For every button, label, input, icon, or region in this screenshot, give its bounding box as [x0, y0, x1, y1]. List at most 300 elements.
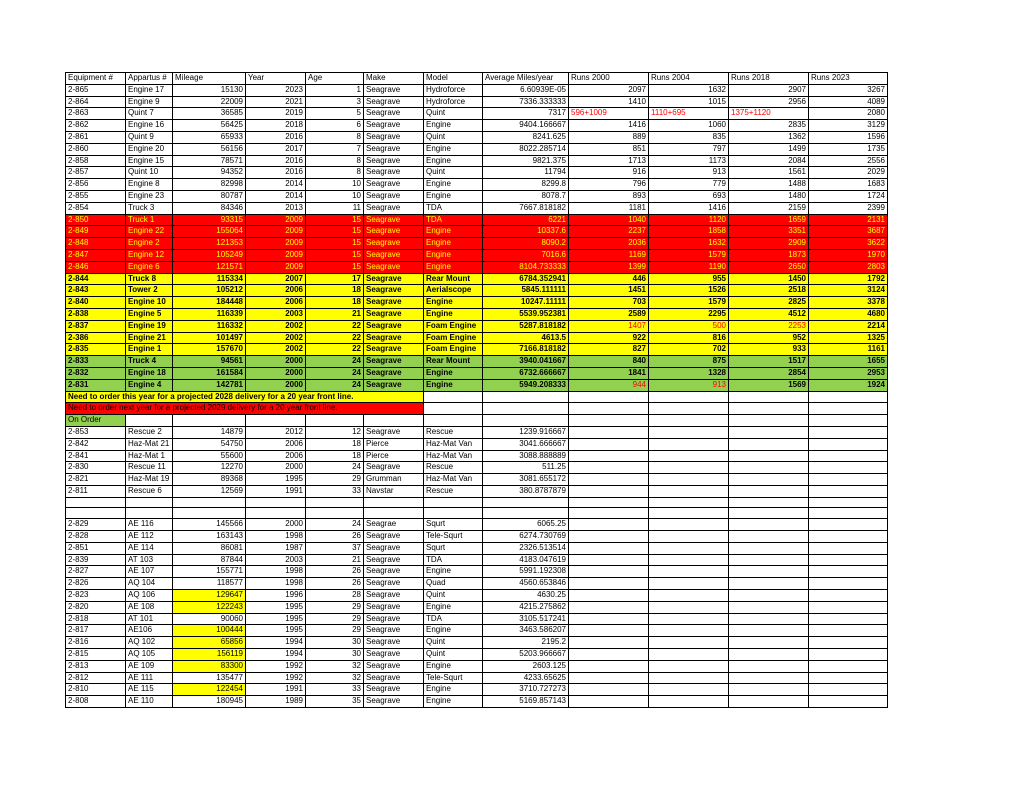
- table-cell[interactable]: Quint: [424, 167, 483, 179]
- table-cell[interactable]: 2009: [246, 214, 306, 226]
- table-cell[interactable]: [809, 403, 888, 415]
- table-cell[interactable]: 15: [306, 214, 364, 226]
- table-cell[interactable]: AE 107: [126, 566, 173, 578]
- table-cell[interactable]: 5287.818182: [483, 320, 569, 332]
- table-cell[interactable]: 1362: [729, 131, 809, 143]
- table-cell[interactable]: Seagrave: [364, 249, 424, 261]
- table-cell[interactable]: 94352: [173, 167, 246, 179]
- table-cell[interactable]: 29: [306, 474, 364, 486]
- table-cell[interactable]: 2000: [246, 379, 306, 391]
- table-cell[interactable]: AE 112: [126, 531, 173, 543]
- table-cell[interactable]: Seagrae: [364, 519, 424, 531]
- table-cell[interactable]: AE 109: [126, 660, 173, 672]
- table-cell[interactable]: Seagrave: [364, 190, 424, 202]
- table-cell[interactable]: 24: [306, 462, 364, 474]
- table-cell[interactable]: 1325: [809, 332, 888, 344]
- table-cell[interactable]: Haz-Mat 21: [126, 438, 173, 450]
- table-cell[interactable]: 2097: [569, 84, 649, 96]
- table-cell[interactable]: 2009: [246, 261, 306, 273]
- table-cell[interactable]: 1190: [649, 261, 729, 273]
- table-cell[interactable]: Seagrave: [364, 332, 424, 344]
- table-cell[interactable]: [569, 508, 649, 519]
- table-cell[interactable]: 913: [649, 167, 729, 179]
- table-cell[interactable]: 24: [306, 379, 364, 391]
- table-cell[interactable]: 2017: [246, 143, 306, 155]
- table-cell[interactable]: Seagrave: [364, 649, 424, 661]
- table-cell[interactable]: 2000: [246, 519, 306, 531]
- table-cell[interactable]: [483, 403, 569, 415]
- table-cell[interactable]: [569, 601, 649, 613]
- table-cell[interactable]: 1995: [246, 613, 306, 625]
- table-cell[interactable]: 2006: [246, 285, 306, 297]
- table-cell[interactable]: 22: [306, 332, 364, 344]
- table-cell[interactable]: 83300: [173, 660, 246, 672]
- table-cell[interactable]: 2295: [649, 308, 729, 320]
- table-cell[interactable]: 15: [306, 226, 364, 238]
- table-cell[interactable]: [729, 637, 809, 649]
- table-cell[interactable]: 2000: [246, 462, 306, 474]
- table-cell[interactable]: AE 114: [126, 542, 173, 554]
- table-cell[interactable]: 33: [306, 485, 364, 497]
- table-cell[interactable]: 1410: [569, 96, 649, 108]
- table-cell[interactable]: 10: [306, 190, 364, 202]
- table-cell[interactable]: 26: [306, 578, 364, 590]
- table-cell[interactable]: [483, 497, 569, 508]
- table-cell[interactable]: Quint: [424, 637, 483, 649]
- table-cell[interactable]: 1416: [569, 120, 649, 132]
- table-cell[interactable]: 2-826: [66, 578, 126, 590]
- table-cell[interactable]: [729, 696, 809, 708]
- table-cell[interactable]: [729, 438, 809, 450]
- table-cell[interactable]: 2603.125: [483, 660, 569, 672]
- table-cell[interactable]: Pierce: [364, 438, 424, 450]
- table-cell[interactable]: Engine 9: [126, 96, 173, 108]
- table-cell[interactable]: [569, 415, 649, 427]
- table-cell[interactable]: Seagrave: [364, 696, 424, 708]
- table-cell[interactable]: 2002: [246, 332, 306, 344]
- table-cell[interactable]: Seagrave: [364, 566, 424, 578]
- table-cell[interactable]: [173, 497, 246, 508]
- table-cell[interactable]: 10: [306, 179, 364, 191]
- table-cell[interactable]: 693: [649, 190, 729, 202]
- table-cell[interactable]: Seagrave: [364, 637, 424, 649]
- on-order-label[interactable]: On Order: [66, 415, 126, 427]
- table-cell[interactable]: 121353: [173, 238, 246, 250]
- table-cell[interactable]: 4215.275862: [483, 601, 569, 613]
- table-cell[interactable]: 2-813: [66, 660, 126, 672]
- table-cell[interactable]: 80787: [173, 190, 246, 202]
- table-cell[interactable]: 2-821: [66, 474, 126, 486]
- table-cell[interactable]: 840: [569, 356, 649, 368]
- table-cell[interactable]: Seagrave: [364, 344, 424, 356]
- table-cell[interactable]: AE 116: [126, 519, 173, 531]
- table-cell[interactable]: 1517: [729, 356, 809, 368]
- table-cell[interactable]: Seagrave: [364, 179, 424, 191]
- table-cell[interactable]: [729, 391, 809, 403]
- table-cell[interactable]: 2556: [809, 155, 888, 167]
- table-cell[interactable]: AT 101: [126, 613, 173, 625]
- table-cell[interactable]: Engine 21: [126, 332, 173, 344]
- table-cell[interactable]: 2084: [729, 155, 809, 167]
- table-cell[interactable]: 105212: [173, 285, 246, 297]
- table-cell[interactable]: 2007: [246, 273, 306, 285]
- table-cell[interactable]: [809, 578, 888, 590]
- table-cell[interactable]: [649, 660, 729, 672]
- table-cell[interactable]: 3124: [809, 285, 888, 297]
- table-cell[interactable]: 14879: [173, 426, 246, 438]
- table-cell[interactable]: [809, 415, 888, 427]
- table-cell[interactable]: 2650: [729, 261, 809, 273]
- table-cell[interactable]: Truck 3: [126, 202, 173, 214]
- table-cell[interactable]: 816: [649, 332, 729, 344]
- table-cell[interactable]: 118577: [173, 578, 246, 590]
- table-cell[interactable]: 4183.047619: [483, 554, 569, 566]
- table-cell[interactable]: Engine 23: [126, 190, 173, 202]
- table-cell[interactable]: [729, 684, 809, 696]
- table-cell[interactable]: 3622: [809, 238, 888, 250]
- table-cell[interactable]: 3129: [809, 120, 888, 132]
- column-header[interactable]: Model: [424, 73, 483, 85]
- table-cell[interactable]: 2003: [246, 308, 306, 320]
- table-cell[interactable]: 5539.952381: [483, 308, 569, 320]
- table-cell[interactable]: 86081: [173, 542, 246, 554]
- table-cell[interactable]: 2214: [809, 320, 888, 332]
- table-cell[interactable]: [364, 497, 424, 508]
- table-cell[interactable]: [809, 625, 888, 637]
- table-cell[interactable]: [66, 508, 126, 519]
- table-cell[interactable]: 15130: [173, 84, 246, 96]
- table-cell[interactable]: Quint: [424, 108, 483, 120]
- table-cell[interactable]: Seagrave: [364, 613, 424, 625]
- table-cell[interactable]: [649, 450, 729, 462]
- table-cell[interactable]: 1992: [246, 672, 306, 684]
- table-cell[interactable]: 2253: [729, 320, 809, 332]
- table-cell[interactable]: Engine: [424, 625, 483, 637]
- table-cell[interactable]: Quint 9: [126, 131, 173, 143]
- table-cell[interactable]: Truck 1: [126, 214, 173, 226]
- table-cell[interactable]: [729, 590, 809, 602]
- table-cell[interactable]: 2909: [729, 238, 809, 250]
- table-cell[interactable]: 952: [729, 332, 809, 344]
- table-cell[interactable]: [729, 660, 809, 672]
- table-cell[interactable]: Engine 10: [126, 297, 173, 309]
- table-cell[interactable]: 889: [569, 131, 649, 143]
- column-header[interactable]: Runs 2018: [729, 73, 809, 85]
- table-cell[interactable]: 18: [306, 450, 364, 462]
- column-header[interactable]: Average Miles/year: [483, 73, 569, 85]
- table-cell[interactable]: Squrt: [424, 519, 483, 531]
- table-cell[interactable]: 944: [569, 379, 649, 391]
- table-cell[interactable]: Tele-Squrt: [424, 531, 483, 543]
- table-cell[interactable]: 1173: [649, 155, 729, 167]
- table-cell[interactable]: 3687: [809, 226, 888, 238]
- table-cell[interactable]: [569, 554, 649, 566]
- table-cell[interactable]: 1991: [246, 684, 306, 696]
- table-cell[interactable]: Engine 6: [126, 261, 173, 273]
- table-cell[interactable]: 3710.727273: [483, 684, 569, 696]
- table-cell[interactable]: 2-833: [66, 356, 126, 368]
- table-cell[interactable]: Engine: [424, 261, 483, 273]
- table-cell[interactable]: [569, 590, 649, 602]
- table-cell[interactable]: [649, 554, 729, 566]
- table-cell[interactable]: 21: [306, 554, 364, 566]
- column-header[interactable]: Mileage: [173, 73, 246, 85]
- table-cell[interactable]: [424, 415, 483, 427]
- table-cell[interactable]: [126, 497, 173, 508]
- table-cell[interactable]: [809, 637, 888, 649]
- table-cell[interactable]: Seagrave: [364, 96, 424, 108]
- table-cell[interactable]: [364, 415, 424, 427]
- table-cell[interactable]: 4630.25: [483, 590, 569, 602]
- table-cell[interactable]: 54750: [173, 438, 246, 450]
- table-cell[interactable]: 1989: [246, 696, 306, 708]
- table-cell[interactable]: [729, 625, 809, 637]
- table-cell[interactable]: Rescue: [424, 462, 483, 474]
- table-cell[interactable]: Seagrave: [364, 554, 424, 566]
- table-cell[interactable]: 1181: [569, 202, 649, 214]
- table-cell[interactable]: 145566: [173, 519, 246, 531]
- table-cell[interactable]: 2-846: [66, 261, 126, 273]
- table-cell[interactable]: AQ 102: [126, 637, 173, 649]
- table-cell[interactable]: AE 108: [126, 601, 173, 613]
- table-cell[interactable]: [569, 497, 649, 508]
- table-cell[interactable]: Seagrave: [364, 297, 424, 309]
- table-cell[interactable]: 12: [306, 426, 364, 438]
- table-cell[interactable]: 8090.2: [483, 238, 569, 250]
- table-cell[interactable]: [424, 403, 483, 415]
- table-cell[interactable]: Seagrave: [364, 625, 424, 637]
- table-cell[interactable]: 142781: [173, 379, 246, 391]
- table-cell[interactable]: Seagrave: [364, 226, 424, 238]
- table-cell[interactable]: 1998: [246, 578, 306, 590]
- table-cell[interactable]: 2018: [246, 120, 306, 132]
- table-cell[interactable]: Seagrave: [364, 84, 424, 96]
- table-cell[interactable]: 511.25: [483, 462, 569, 474]
- table-cell[interactable]: [66, 497, 126, 508]
- table-cell[interactable]: 122454: [173, 684, 246, 696]
- table-cell[interactable]: 24: [306, 519, 364, 531]
- table-cell[interactable]: 1110+695: [649, 108, 729, 120]
- column-header[interactable]: Equipment #: [66, 73, 126, 85]
- table-cell[interactable]: 121571: [173, 261, 246, 273]
- table-cell[interactable]: 12270: [173, 462, 246, 474]
- table-cell[interactable]: 8078.7: [483, 190, 569, 202]
- table-cell[interactable]: 2-854: [66, 202, 126, 214]
- table-cell[interactable]: [809, 660, 888, 672]
- table-cell[interactable]: 7336.333333: [483, 96, 569, 108]
- table-cell[interactable]: 2-829: [66, 519, 126, 531]
- table-cell[interactable]: Seagrave: [364, 285, 424, 297]
- table-cell[interactable]: 2009: [246, 249, 306, 261]
- table-cell[interactable]: 2016: [246, 167, 306, 179]
- table-cell[interactable]: [649, 578, 729, 590]
- table-cell[interactable]: 2-847: [66, 249, 126, 261]
- table-cell[interactable]: 2-856: [66, 179, 126, 191]
- table-cell[interactable]: 1995: [246, 474, 306, 486]
- table-cell[interactable]: 933: [729, 344, 809, 356]
- column-header[interactable]: Make: [364, 73, 424, 85]
- table-cell[interactable]: 18: [306, 285, 364, 297]
- table-cell[interactable]: 3041.666667: [483, 438, 569, 450]
- table-cell[interactable]: 2-820: [66, 601, 126, 613]
- table-cell[interactable]: 1970: [809, 249, 888, 261]
- table-cell[interactable]: 2036: [569, 238, 649, 250]
- table-cell[interactable]: 11794: [483, 167, 569, 179]
- table-cell[interactable]: Foam Engine: [424, 344, 483, 356]
- table-cell[interactable]: [649, 462, 729, 474]
- table-cell[interactable]: 6065.25: [483, 519, 569, 531]
- table-cell[interactable]: [649, 542, 729, 554]
- table-cell[interactable]: [649, 696, 729, 708]
- table-cell[interactable]: Rescue 6: [126, 485, 173, 497]
- table-cell[interactable]: 1480: [729, 190, 809, 202]
- table-cell[interactable]: Seagrave: [364, 320, 424, 332]
- table-cell[interactable]: Engine: [424, 179, 483, 191]
- table-cell[interactable]: Engine 15: [126, 155, 173, 167]
- table-cell[interactable]: Seagrave: [364, 202, 424, 214]
- table-cell[interactable]: 1239.916667: [483, 426, 569, 438]
- table-cell[interactable]: 5991.192308: [483, 566, 569, 578]
- table-cell[interactable]: [569, 531, 649, 543]
- table-cell[interactable]: Haz-Mat 1: [126, 450, 173, 462]
- table-cell[interactable]: Grumman: [364, 474, 424, 486]
- table-cell[interactable]: 6732.666667: [483, 367, 569, 379]
- table-cell[interactable]: 1416: [649, 202, 729, 214]
- table-cell[interactable]: Quint 10: [126, 167, 173, 179]
- table-cell[interactable]: 1450: [729, 273, 809, 285]
- table-cell[interactable]: [569, 438, 649, 450]
- table-cell[interactable]: Rescue 11: [126, 462, 173, 474]
- table-cell[interactable]: 1996: [246, 590, 306, 602]
- table-cell[interactable]: [729, 566, 809, 578]
- table-cell[interactable]: Rescue: [424, 426, 483, 438]
- table-cell[interactable]: 875: [649, 356, 729, 368]
- table-cell[interactable]: [729, 554, 809, 566]
- table-cell[interactable]: 380.8787879: [483, 485, 569, 497]
- table-cell[interactable]: 163143: [173, 531, 246, 543]
- table-cell[interactable]: [306, 508, 364, 519]
- table-cell[interactable]: Seagrave: [364, 462, 424, 474]
- table-cell[interactable]: 2953: [809, 367, 888, 379]
- table-cell[interactable]: 2-837: [66, 320, 126, 332]
- table-cell[interactable]: 796: [569, 179, 649, 191]
- table-cell[interactable]: 702: [649, 344, 729, 356]
- table-cell[interactable]: 12569: [173, 485, 246, 497]
- table-cell[interactable]: 2-386: [66, 332, 126, 344]
- table-cell[interactable]: 116339: [173, 308, 246, 320]
- table-cell[interactable]: 15: [306, 261, 364, 273]
- table-cell[interactable]: AE 115: [126, 684, 173, 696]
- table-cell[interactable]: 2-815: [66, 649, 126, 661]
- table-cell[interactable]: [809, 649, 888, 661]
- table-cell[interactable]: 4560.653846: [483, 578, 569, 590]
- table-cell[interactable]: 93315: [173, 214, 246, 226]
- table-cell[interactable]: 2-843: [66, 285, 126, 297]
- table-cell[interactable]: Seagrave: [364, 426, 424, 438]
- table-cell[interactable]: 2-844: [66, 273, 126, 285]
- table-cell[interactable]: Engine: [424, 379, 483, 391]
- table-cell[interactable]: 56156: [173, 143, 246, 155]
- table-cell[interactable]: 17: [306, 273, 364, 285]
- table-cell[interactable]: [729, 649, 809, 661]
- table-cell[interactable]: Seagrave: [364, 367, 424, 379]
- table-cell[interactable]: 11: [306, 202, 364, 214]
- table-cell[interactable]: 2-808: [66, 696, 126, 708]
- table-cell[interactable]: [569, 613, 649, 625]
- table-cell[interactable]: [809, 497, 888, 508]
- table-cell[interactable]: 1569: [729, 379, 809, 391]
- table-cell[interactable]: [729, 578, 809, 590]
- table-cell[interactable]: [569, 450, 649, 462]
- table-cell[interactable]: [569, 649, 649, 661]
- table-cell[interactable]: 21: [306, 308, 364, 320]
- table-cell[interactable]: 30: [306, 637, 364, 649]
- table-cell[interactable]: 105249: [173, 249, 246, 261]
- table-cell[interactable]: 36585: [173, 108, 246, 120]
- table-cell[interactable]: 2159: [729, 202, 809, 214]
- table-cell[interactable]: 26: [306, 566, 364, 578]
- table-cell[interactable]: 1040: [569, 214, 649, 226]
- table-cell[interactable]: 2195.2: [483, 637, 569, 649]
- table-cell[interactable]: 1873: [729, 249, 809, 261]
- table-cell[interactable]: [649, 403, 729, 415]
- table-cell[interactable]: 35: [306, 696, 364, 708]
- table-cell[interactable]: [729, 531, 809, 543]
- table-cell[interactable]: 2-811: [66, 485, 126, 497]
- table-cell[interactable]: Quint: [424, 649, 483, 661]
- table-cell[interactable]: 2-812: [66, 672, 126, 684]
- column-header[interactable]: Runs 2000: [569, 73, 649, 85]
- table-cell[interactable]: 37: [306, 542, 364, 554]
- table-cell[interactable]: 2023: [246, 84, 306, 96]
- table-cell[interactable]: 2-827: [66, 566, 126, 578]
- table-cell[interactable]: [729, 519, 809, 531]
- table-cell[interactable]: [649, 566, 729, 578]
- table-cell[interactable]: [569, 672, 649, 684]
- table-cell[interactable]: 500: [649, 320, 729, 332]
- table-cell[interactable]: [306, 497, 364, 508]
- table-cell[interactable]: 3378: [809, 297, 888, 309]
- table-cell[interactable]: Squrt: [424, 542, 483, 554]
- table-cell[interactable]: 2-817: [66, 625, 126, 637]
- table-cell[interactable]: 2000: [246, 356, 306, 368]
- table-cell[interactable]: 8022.285714: [483, 143, 569, 155]
- table-cell[interactable]: Engine 2: [126, 238, 173, 250]
- table-cell[interactable]: 2021: [246, 96, 306, 108]
- table-cell[interactable]: 2-835: [66, 344, 126, 356]
- table-cell[interactable]: 29: [306, 625, 364, 637]
- table-cell[interactable]: 4613.5: [483, 332, 569, 344]
- table-cell[interactable]: 1995: [246, 601, 306, 613]
- table-cell[interactable]: Seagrave: [364, 578, 424, 590]
- table-cell[interactable]: 1924: [809, 379, 888, 391]
- table-cell[interactable]: 89368: [173, 474, 246, 486]
- table-cell[interactable]: 2518: [729, 285, 809, 297]
- table-cell[interactable]: [809, 508, 888, 519]
- table-cell[interactable]: 8: [306, 155, 364, 167]
- table-cell[interactable]: 1994: [246, 637, 306, 649]
- table-cell[interactable]: 6274.730769: [483, 531, 569, 543]
- table-cell[interactable]: Seagrave: [364, 601, 424, 613]
- table-cell[interactable]: [809, 613, 888, 625]
- table-cell[interactable]: 893: [569, 190, 649, 202]
- table-cell[interactable]: 5169.857143: [483, 696, 569, 708]
- table-cell[interactable]: AE106: [126, 625, 173, 637]
- table-cell[interactable]: 2589: [569, 308, 649, 320]
- table-cell[interactable]: [809, 554, 888, 566]
- table-cell[interactable]: Engine: [424, 684, 483, 696]
- table-cell[interactable]: 22: [306, 344, 364, 356]
